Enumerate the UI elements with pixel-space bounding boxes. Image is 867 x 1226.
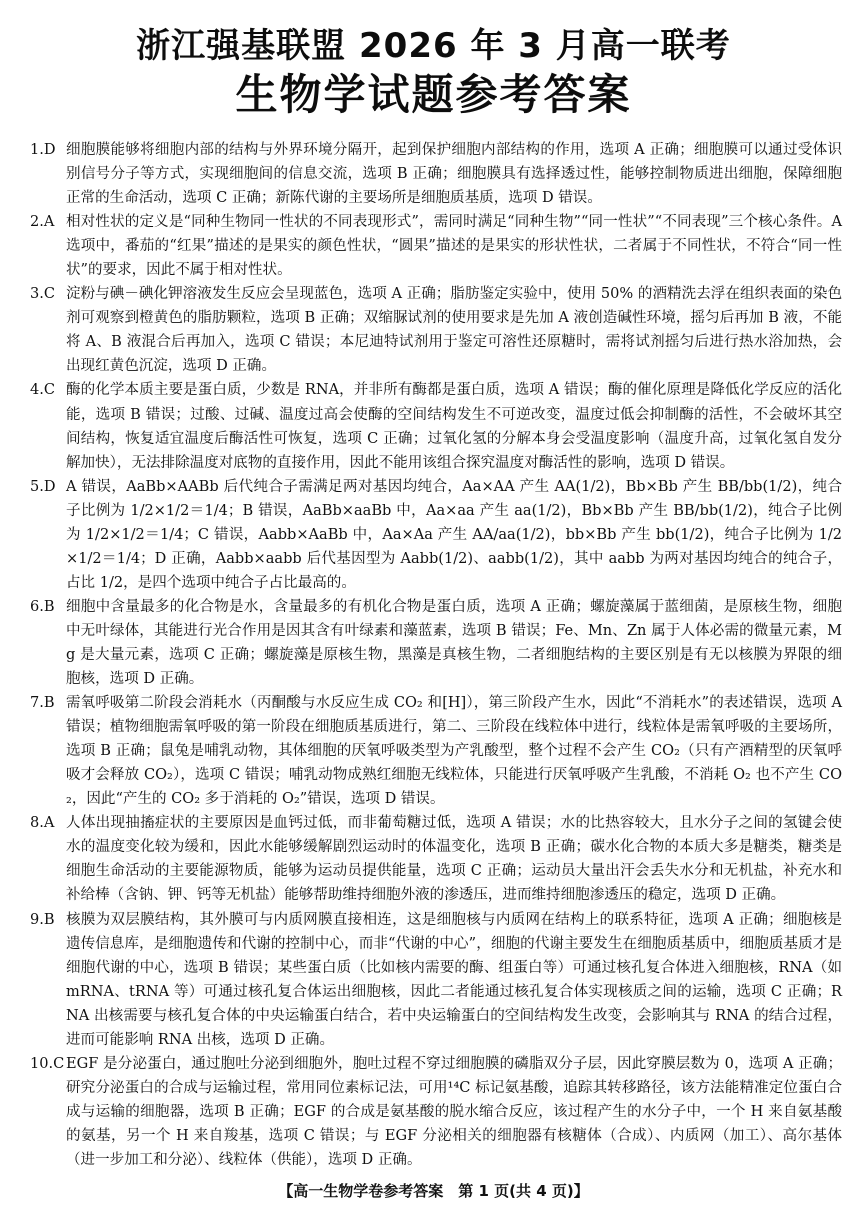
- answer-item: [30, 282, 842, 378]
- answer-explanation: 人体出现抽搐症状的主要原因是血钙过低，而非葡萄糖过低，选项 A 错误；水的比热容较大，且水分子之间的氢键会使水的温度变化较为缓和，因此水能够缓解剧烈运动时的体温变化，选项 B 正确；碳水化合物的本质大多是糖类，糖类是细胞生命活动的主要能源物质，能够为运动员提供能量，选项 C 正确；运动员大量出汗会丢失水分和无机盐，补充水和补给棒（含钠、钾、钙等无机盐）能够帮助维持细胞外液的渗透压，进而维持细胞渗透压的稳定，选项 D 正确。: [66, 814, 842, 904]
- answer-item: [30, 691, 842, 811]
- answer-explanation: 需氧呼吸第二阶段会消耗水（丙酮酸与水反应生成 CO₂ 和[H]），第三阶段产生水，因此“不消耗水”的表述错误，选项 A 错误；植物细胞需氧呼吸的第一阶段在细胞质基质进行，第二、三阶段在线粒体中进行，线粒体是需氧呼吸的主要场所，选项 B 正确；鼠兔是哺乳动物，其体细胞的厌氧呼吸类型为产乳酸型，整个过程不会产生 CO₂（只有产酒精型的厌氧呼吸才会释放 CO₂），选项 C 错误；哺乳动物成熟红细胞无线粒体，只能进行厌氧呼吸产生乳酸，不消耗 O₂ 也不产生 CO₂，因此“产生的 CO₂ 多于消耗的 O₂”错误，选项 D 错误。: [66, 694, 842, 808]
- answer-list: [30, 138, 842, 1172]
- answer-number: 1.D: [30, 141, 56, 158]
- answer-explanation: 相对性状的定义是“同种生物同一性状的不同表现形式”，需同时满足“同种生物”“同一性状”“不同表现”三个核心条件。A 选项中，番茄的“红果”描述的是果实的颜色性状，“圆果”描述的是果实的形状性状，二者属于不同性状，不符合“同一性状”的要求，因此不属于相对性状。: [66, 213, 842, 279]
- answer-number: 5.D: [30, 477, 56, 495]
- answer-number: 6.B: [30, 597, 55, 615]
- answer-explanation: 淀粉与碘－碘化钾溶液发生反应会呈现蓝色，选项 A 正确；脂肪鉴定实验中，使用 50% 的酒精洗去浮在组织表面的染色剂可观察到橙黄色的脂肪颗粒，选项 B 正确；双缩脲试剂的使用要求是先加 A 液创造碱性环境，摇匀后再加 B 液，不能将 A、B 液混合后再加入，选项 C 错误；本尼迪特试剂用于鉴定可溶性还原糖时，需将试剂摇匀后进行热水浴加热，会出现红黄色沉淀，选项 D 正确。: [66, 285, 842, 375]
- answer-number: 7.B: [30, 694, 55, 712]
- answer-number: 9.B: [30, 910, 55, 928]
- answer-explanation: 酶的化学本质主要是蛋白质，少数是 RNA，并非所有酶都是蛋白质，选项 A 错误；酶的催化原理是降低化学反应的活化能，选项 B 错误；过酸、过碱、温度过高会使酶的空间结构发生不可逆改变，温度过低会抑制酶的活性，不会破坏其空间结构，恢复适宜温度后酶活性可恢复，选项 C 正确；过氧化氢的分解本身会受温度影响（温度升高，过氧化氢自发分解加快），无法排除温度对底物的直接作用，因此不能用该组合探究温度对酶活性的影响，选项 D 错误。: [66, 381, 842, 471]
- answer-item: [30, 475, 842, 595]
- exam-title: 浙江强基联盟 2026 年 3 月高一联考: [136, 26, 731, 66]
- answer-item: [30, 595, 842, 691]
- answer-explanation: 核膜为双层膜结构，其外膜可与内质网膜直接相连，这是细胞核与内质网在结构上的联系特征，选项 A 正确；细胞核是遗传信息库，是细胞遗传和代谢的控制中心，而非“代谢的中心”，细胞的代谢主要发生在细胞质基质中，细胞质基质才是细胞代谢的中心，选项 B 错误；某些蛋白质（比如核内需要的酶、组蛋白等）可通过核孔复合体进入细胞核，RNA（如 mRNA、tRNA 等）可通过核孔复合体运出细胞核，因此二者能通过核孔复合体实现核质之间的运输，选项 C 正确；RNA 出核需要与核孔复合体的中央运输蛋白结合，若中央运输蛋白的空间结构发生改变，会影响其与 RNA 的结合过程，进而可能影响 RNA 出核，选项 D 正确。: [66, 910, 842, 1048]
- answer-number: 8.A: [30, 814, 55, 832]
- answer-explanation: A 错误，AaBb×AABb 后代纯合子需满足两对基因均纯合，Aa×AA 产生 AA(1/2)，Bb×Bb 产生 BB/bb(1/2)，纯合子比例为 1/2×1/2＝1/4；B 错误，AaBb×aaBb 中，Aa×aa 产生 aa(1/2)，Bb×Bb 产生 BB/bb(1/2)，纯合子比例为 1/2×1/2＝1/4；C 错误，Aabb×AaBb 中，Aa×Aa 产生 AA/aa(1/2)，bb×Bb 产生 bb(1/2)，纯合子比例为 1/2×1/2＝1/4；D 正确，Aabb×aabb 后代基因型为 Aabb(1/2)、aabb(1/2)，其中 aabb 为两对基因均纯合的纯合子，占比 1/2，是四个选项中纯合子占比最高的。: [66, 477, 842, 591]
- answer-item: [30, 210, 842, 282]
- answer-number: 4.C: [30, 381, 56, 399]
- answer-explanation: 细胞膜能够将细胞内部的结构与外界环境分隔开，起到保护细胞内部结构的作用，选项 A 正确；细胞膜可以通过受体识别信号分子等方式，实现细胞间的信息交流，选项 B 正确；细胞膜具有选择透过性，能够控制物质进出细胞，保障细胞正常的生命活动，选项 C 正确；新陈代谢的主要场所是细胞质基质，选项 D 错误。: [66, 141, 842, 207]
- answer-number: 10.C: [30, 1054, 65, 1072]
- answer-item: [30, 378, 842, 474]
- answer-explanation: 细胞中含量最多的化合物是水，含量最多的有机化合物是蛋白质，选项 A 正确；螺旋藻属于蓝细菌，是原核生物，细胞中无叶绿体，其能进行光合作用是因其含有叶绿素和藻蓝素，选项 B 错误；Fe、Mn、Zn 属于人体必需的微量元素，Mg 是大量元素，选项 C 正确；螺旋藻是原核生物，黑藻是真核生物，二者细胞结构的主要区别是有无以核膜为界限的细胞核，选项 D 正确。: [66, 597, 842, 688]
- answer-item: [30, 1052, 842, 1172]
- answer-item: [30, 138, 842, 210]
- page-footer: 【高一生物学卷参考答案 第 1 页(共 4 页)】: [278, 1182, 589, 1200]
- document-title: 生物学试题参考答案: [235, 70, 632, 119]
- answer-explanation: EGF 是分泌蛋白，通过胞吐分泌到细胞外，胞吐过程不穿过细胞膜的磷脂双分子层，因此穿膜层数为 0，选项 A 正确；研究分泌蛋白的合成与运输过程，常用同位素标记法，可用¹⁴C 标记氨基酸，追踪其转移路径，该方法能精准定位蛋白合成与运输的细胞器，选项 B 正确；EGF 的合成是氨基酸的脱水缩合反应，该过程产生的水分子中，一个 H 来自氨基酸的氨基，另一个 H 来自羧基，选项 C 错误；与 EGF 分泌相关的细胞器有核糖体（合成）、内质网（加工）、高尔基体（进一步加工和分泌）、线粒体（供能），选项 D 正确。: [66, 1054, 842, 1168]
- answer-item: [30, 811, 842, 907]
- answer-number: 2.A: [30, 213, 55, 231]
- answer-item: [30, 908, 842, 1052]
- answer-number: 3.C: [30, 285, 56, 303]
